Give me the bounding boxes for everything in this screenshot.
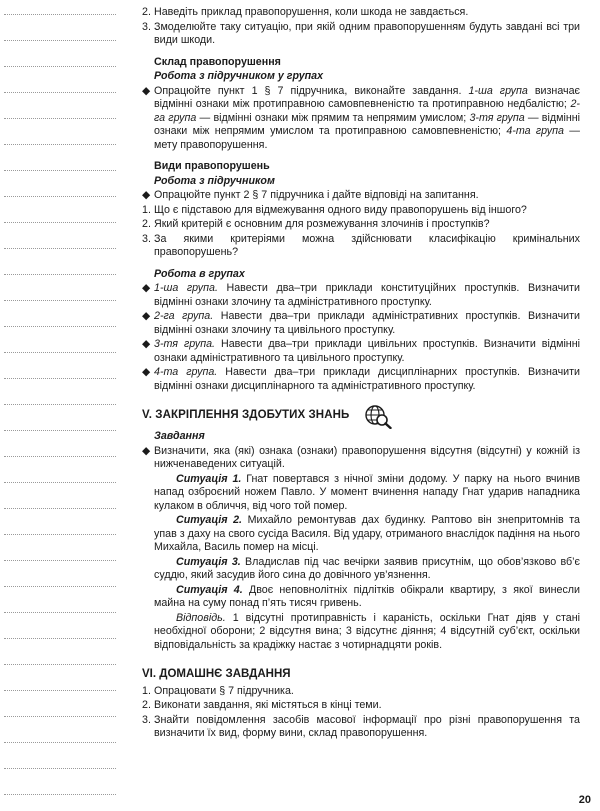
section-5-title: V. ЗАКРІПЛЕННЯ ЗДОБУТИХ ЗНАНЬ (142, 409, 350, 422)
situation: Ситуація 3. Владислав під час вечірки заявив присутнім, що обов’язково вб’є суддю, який засудив його сина до довічного ув’язнення. (154, 555, 580, 581)
bullet-icon: ◆ (142, 338, 151, 350)
bullet-icon: ◆ (142, 366, 151, 378)
situation: Ситуація 2. Михайло ремонтував дах будинку. Раптово він знепритомнів та упав з даху на свого сусіда Василя. Від удару, отриманого внаслідок падіння на нього Михайла, Василь помер на місці. (154, 514, 580, 553)
note-line (4, 638, 116, 639)
composition-subheading: Робота з підручником у групах (154, 70, 324, 82)
question-item: 1. Що є підставою для відмежування одного виду правопорушень від іншого? (142, 203, 527, 216)
bullet-icon: ◆ (142, 444, 151, 457)
note-line (4, 40, 116, 41)
homework-item: 2. Виконати завдання, які містяться в кінці теми. (142, 699, 382, 711)
types-intro: ◆ Опрацюйте пункт 2 § 7 підручника і дайте відповіді на запитання. (142, 189, 479, 201)
note-line (4, 560, 116, 561)
note-line (4, 612, 116, 613)
page-content (142, 6, 580, 742)
section-6-title: VI. ДОМАШНЄ ЗАВДАННЯ (142, 668, 291, 680)
note-line (4, 482, 116, 483)
note-line (4, 690, 116, 691)
note-line (4, 274, 116, 275)
task-label: Завдання (154, 430, 205, 442)
group-work-heading: Робота в групах (154, 267, 245, 280)
note-line (4, 768, 116, 769)
globe-search-icon (363, 403, 393, 429)
note-line (4, 352, 116, 353)
page-number: 20 (578, 794, 591, 806)
note-line (4, 508, 116, 509)
note-line (4, 300, 116, 301)
group-task: ◆ 3-тя група. Навести два–три приклади цивільних проступків. Визначити відмінні ознаки адміністративного та цивільного проступку. (142, 338, 580, 364)
note-line (4, 144, 116, 145)
note-line (4, 534, 116, 535)
section-5-header (142, 403, 580, 429)
group-task: ◆ 2-га група. Навести два–три приклади адміністративних проступків. Визначити відмінні ознаки злочину та цивільного проступку. (142, 310, 580, 336)
note-line (4, 326, 116, 327)
types-heading: Види правопорушень (154, 160, 270, 172)
bullet-icon: ◆ (142, 84, 151, 97)
homework-item: 3. Знайти повідомлення засобів масової інформації про різні правопорушення та визначити їх вид, форму вини, склад правопорушення. (142, 713, 580, 739)
composition-heading: Склад правопорушення (154, 55, 281, 68)
notes-margin (0, 0, 132, 811)
composition-task: ◆ Опрацюйте пункт 1 § 7 підручника, виконайте завдання. 1-ша група визначає відмінні ознаки між протиправною самовпевненістю та протиправною недбалістю; 2-га група — відмінні ознаки між прямим та непрямим умислом; 3-тя група — відмінні ознаки між непрямим умислом та протиправною самовпевненістю; 4-та група — мету правопорушення. (142, 84, 580, 151)
note-line (4, 378, 116, 379)
note-line (4, 664, 116, 665)
bullet-icon: ◆ (142, 189, 151, 201)
note-line (4, 716, 116, 717)
group-task: ◆ 4-та група. Навести два–три приклади дисциплінарних проступків. Визначити відмінні ознаки дисциплінарного та адміністративного проступку. (142, 366, 580, 392)
top-item: 2. Наведіть приклад правопорушення, коли шкода не завдається. (142, 6, 469, 18)
types-subheading: Робота з підручником (154, 174, 275, 187)
note-line (4, 404, 116, 405)
note-line (4, 118, 116, 119)
note-line (4, 456, 116, 457)
note-line (4, 430, 116, 431)
group-task: ◆ 1-ша група. Навести два–три приклади конституційних проступків. Визначити відмінні ознаки злочину та адміністративного проступку. (142, 282, 580, 308)
bullet-icon: ◆ (142, 282, 151, 294)
note-line (4, 170, 116, 171)
note-line (4, 196, 116, 197)
note-line (4, 248, 116, 249)
note-line (4, 742, 116, 743)
situation: Ситуація 1. Гнат повертався з нічної зміни додому. У парку на нього вчинив напад озброєний ножем Павло. У момент вчинення нападу Гнат ударив нападника кулаком в обличчя, від чого той помер. (154, 472, 580, 512)
question-item: 3. За якими критеріями можна здійснювати класифікацію кримінальних правопорушень? (142, 232, 580, 258)
note-line (4, 586, 116, 587)
situation: Ситуація 4. Двоє неповнолітніх підлітків обікрали квартиру, з якої винесли майна на суму понад п’ять тисяч гривень. (154, 583, 580, 609)
answer: Відповідь. 1 відсутні протиправність і караність, оскільки Гнат діяв у стані необхідної оборони; 2 відсутня вина; 3 відсутнє діяння; 4 відсутній суб’єкт, оскільки відповідальність за крадіжку настає з чотирнадцяти років. (154, 611, 580, 651)
note-line (4, 222, 116, 223)
top-item: 3. Змоделюйте таку ситуацію, при якій одним правопорушенням будуть завдані всі три види шкоди. (142, 20, 580, 46)
homework-item: 1. Опрацювати § 7 підручника. (142, 684, 294, 697)
question-item: 2. Який критерій є основним для розмежування злочинів і проступків? (142, 218, 490, 230)
note-line (4, 14, 116, 15)
bullet-icon: ◆ (142, 310, 151, 322)
note-line (4, 66, 116, 67)
note-line (4, 92, 116, 93)
note-line (4, 794, 116, 795)
section-5-task: ◆ Визначити, яка (які) ознака (ознаки) правопорушення відсутня (відсутні) у кожній із нижченаведених ситуацій. (142, 444, 580, 470)
